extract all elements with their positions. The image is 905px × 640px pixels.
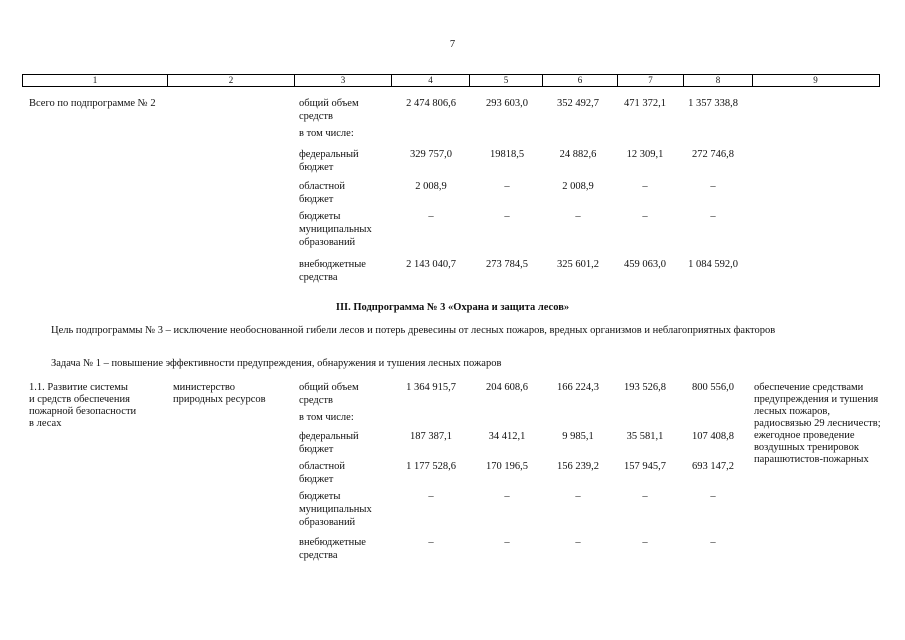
funding-value: –	[710, 537, 716, 548]
funding-source-line: средств	[299, 395, 333, 406]
funding-source-line: образований	[299, 237, 356, 248]
funding-value: 693 147,2	[692, 461, 734, 472]
funding-source-line: внебюджетные	[299, 259, 366, 270]
subprogram2-total-label: Всего по подпрограмме № 2	[29, 98, 156, 109]
funding-value: 19818,5	[489, 149, 525, 160]
funding-value: 170 196,5	[486, 461, 528, 472]
funding-source-line: бюджет	[299, 444, 334, 455]
column-header: 5	[470, 75, 543, 86]
funding-source	[299, 430, 359, 456]
funding-value: 471 372,1	[624, 98, 666, 109]
funding-source-line: бюджет	[299, 162, 334, 173]
column-number-header	[22, 74, 880, 87]
funding-value: 1 177 528,6	[406, 461, 456, 472]
item-1-1-name-line: в лесах	[29, 418, 62, 429]
funding-value: 204 608,6	[486, 382, 528, 393]
funding-value: 156 239,2	[557, 461, 599, 472]
funding-value: 187 387,1	[410, 431, 452, 442]
funding-value: 352 492,7	[557, 98, 599, 109]
funding-source-line: федеральный	[299, 431, 359, 442]
funding-value: 166 224,3	[557, 382, 599, 393]
funding-value: –	[710, 211, 716, 222]
funding-value: 2 008,9	[415, 181, 447, 192]
funding-source-line: федеральный	[299, 149, 359, 160]
section3-task: Задача № 1 – повышение эффективности предупреждения, обнаружения и тушения лесных пожаров	[51, 358, 502, 369]
funding-value: 2 008,9	[562, 181, 594, 192]
funding-value: –	[504, 491, 510, 502]
funding-value: 273 784,5	[486, 259, 528, 270]
funding-value: 9 985,1	[562, 431, 594, 442]
funding-value: 12 309,1	[626, 149, 664, 160]
funding-value: –	[710, 181, 716, 192]
funding-source-line: средства	[299, 550, 338, 561]
funding-source	[299, 411, 354, 424]
funding-value: –	[575, 537, 581, 548]
funding-value: 800 556,0	[692, 382, 734, 393]
funding-source	[299, 210, 372, 249]
funding-value: –	[575, 491, 581, 502]
funding-value: –	[428, 491, 434, 502]
funding-source	[299, 258, 366, 284]
item-1-1-name-line: и средств обеспечения	[29, 394, 130, 405]
funding-source	[299, 490, 372, 529]
funding-source-line: общий объем	[299, 382, 359, 393]
funding-value: –	[428, 211, 434, 222]
funding-value: 325 601,2	[557, 259, 599, 270]
funding-value: 459 063,0	[624, 259, 666, 270]
item-1-1-executor	[173, 382, 266, 406]
funding-source-line: муниципальных	[299, 224, 372, 235]
funding-source	[299, 381, 359, 407]
column-header: 9	[813, 75, 818, 85]
funding-source-line: внебюджетные	[299, 537, 366, 548]
funding-value: 193 526,8	[624, 382, 666, 393]
funding-source-line: в том числе:	[299, 412, 354, 423]
column-header: 7	[618, 75, 684, 86]
funding-value: 2 474 806,6	[406, 98, 456, 109]
column-header: 4	[392, 75, 470, 86]
funding-value: 1 084 592,0	[688, 259, 738, 270]
funding-source	[299, 127, 354, 140]
funding-value: –	[575, 211, 581, 222]
funding-value: –	[504, 537, 510, 548]
item-1-1-name-line: пожарной безопасности	[29, 406, 137, 417]
funding-value: 272 746,8	[692, 149, 734, 160]
funding-value: 24 882,6	[559, 149, 597, 160]
item-1-1-name	[29, 382, 136, 430]
page-number: 7	[449, 39, 456, 50]
funding-value: –	[642, 211, 648, 222]
funding-source	[299, 460, 345, 486]
funding-source	[299, 97, 359, 123]
funding-source-line: областной	[299, 461, 345, 472]
section3-goal: Цель подпрограммы № 3 – исключение необоснованной гибели лесов и потерь древесины от лесных пожаров, вредных организмов и неблагоприятных факторов	[51, 325, 776, 336]
funding-value: –	[428, 537, 434, 548]
funding-source-line: в том числе:	[299, 128, 354, 139]
column-header: 1	[23, 75, 168, 86]
funding-value: 107 408,8	[692, 431, 734, 442]
funding-value: –	[504, 181, 510, 192]
column-header: 6	[543, 75, 618, 86]
item-1-1-executor-line: министерство	[173, 382, 236, 393]
funding-source-line: средств	[299, 111, 333, 122]
funding-source	[299, 148, 359, 174]
funding-source-line: областной	[299, 181, 345, 192]
funding-value: 1 357 338,8	[688, 98, 738, 109]
funding-value: –	[642, 537, 648, 548]
funding-source	[299, 536, 366, 562]
funding-source-line: бюджеты	[299, 211, 341, 222]
funding-value: –	[504, 211, 510, 222]
funding-value: 293 603,0	[486, 98, 528, 109]
funding-source-line: общий объем	[299, 98, 359, 109]
funding-value: –	[642, 181, 648, 192]
funding-value: 157 945,7	[624, 461, 666, 472]
funding-source-line: бюджеты	[299, 491, 341, 502]
funding-value: 329 757,0	[410, 149, 452, 160]
funding-value: 2 143 040,7	[406, 259, 456, 270]
funding-value: –	[710, 491, 716, 502]
item-1-1-executor-line: природных ресурсов	[173, 394, 266, 405]
funding-source-line: муниципальных	[299, 504, 372, 515]
funding-value: 34 412,1	[488, 431, 526, 442]
funding-source-line: бюджет	[299, 474, 334, 485]
item-1-1-outcome: обеспечение средствами предупреждения и тушения лесных пожаров, радиосвязью 29 лесничеств; ежегодное проведение воздушных тренировок парашютистов-пожарных	[754, 382, 881, 465]
column-header: 8	[684, 75, 753, 86]
funding-source-line: бюджет	[299, 194, 334, 205]
section3-title: III. Подпрограмма № 3 «Охрана и защита лесов»	[335, 302, 570, 313]
funding-value: 35 581,1	[626, 431, 664, 442]
column-header: 3	[295, 75, 392, 86]
funding-source-line: средства	[299, 272, 338, 283]
funding-value: –	[642, 491, 648, 502]
item-1-1-name-line: 1.1. Развитие системы	[29, 382, 128, 393]
funding-source-line: образований	[299, 517, 356, 528]
funding-value: 1 364 915,7	[406, 382, 456, 393]
funding-source	[299, 180, 345, 206]
column-header: 2	[168, 75, 295, 86]
